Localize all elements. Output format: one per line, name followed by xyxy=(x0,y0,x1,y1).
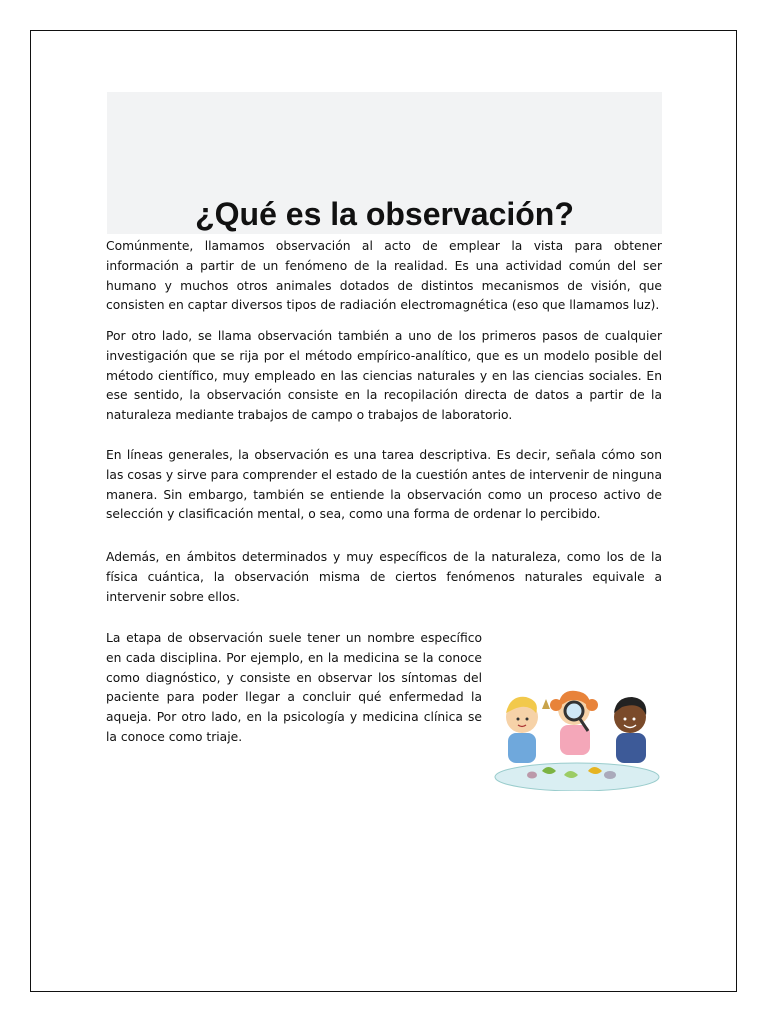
paragraph-5-block xyxy=(106,629,662,791)
paragraph-3: En líneas generales, la observación es una tarea descriptiva. Es decir, señala cómo son las cosas y sirve para comprender el estado de la cuestión antes de intervenir de ninguna manera. Sin embargo, también se entiende la observación como un proceso activo de selección y clasificación mental, o sea, como una forma de ordenar lo percibido. xyxy=(106,448,662,522)
children-observing-illustration xyxy=(492,679,662,791)
paragraph-4: Además, en ámbitos determinados y muy específicos de la naturaleza, como los de la física cuántica, la observación misma de ciertos fenómenos naturales equivale a intervenir sobre ellos. xyxy=(106,550,662,604)
paragraph-2: Por otro lado, se llama observación también a uno de los primeros pasos de cualquier investigación que se rija por el método empírico-analítico, que es un modelo posible del método científico, muy empleado en las ciencias naturales y en las ciencias sociales. En ese sentido, la observación consiste en la recopilación directa de datos a partir de la naturaleza mediante trabajos de campo o trabajos de laboratorio. xyxy=(106,329,662,423)
paragraph-1: Comúnmente, llamamos observación al acto de emplear la vista para obtener información a partir de un fenómeno de la realidad. Es una actividad común del ser humano y muchos otros animales dotados de distintos mecanismos de visión, que consisten en captar diversos tipos de radiación electromagnética (eso que llamamos luz). xyxy=(106,239,662,313)
paragraph-5: La etapa de observación suele tener un nombre específico en cada disciplina. Por ejemplo, en la medicina se la conoce como diagnóstico, y consiste en observar los síntomas del paciente para poder llegar a concluir qué enfermedad la aqueja. Por otro lado, en la psicología y medicina clínica se la conoce como triaje. xyxy=(106,631,482,744)
page-title: ¿Qué es la observación? xyxy=(195,196,574,232)
